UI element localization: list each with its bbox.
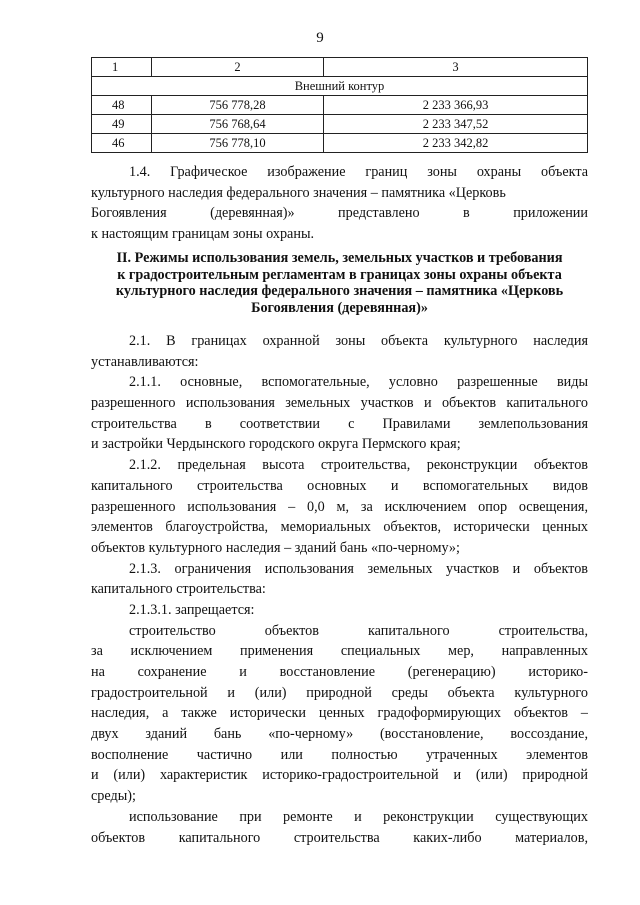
point-number: 49 — [92, 115, 152, 134]
text-line: устанавливаются: — [91, 353, 199, 370]
text-line: капитального строительства: — [91, 581, 266, 598]
text-line: на сохранение и восстановление (регенерацию) историко- — [91, 664, 588, 680]
text-line: и застройки Чердынского городского округа Пермского края; — [91, 436, 461, 453]
text-line: градостроительной и (или) природной среды объекта культурного — [91, 684, 588, 701]
point-number: 48 — [92, 96, 152, 115]
heading-line: культурного наследия федерального значения – памятника «Церковь — [115, 283, 564, 300]
body-text — [91, 331, 588, 848]
heading-line: Богоявления (деревянная)» — [251, 299, 428, 316]
text-line: 2.1.3. ограничения использования земельных участков и объектов — [129, 560, 588, 577]
text-line: 2.1. В границах охранной зоны объекта культурного наследия — [129, 333, 588, 349]
text-line: строительства в соответствии с Правилами землепользования — [91, 415, 588, 432]
text-line: 2.1.2. предельная высота строительства, реконструкции объектов — [129, 457, 588, 474]
text-line: за исключением применения специальных мер, направленных — [91, 643, 588, 660]
paragraph-1-4 — [91, 162, 588, 245]
table-row — [92, 134, 588, 153]
text-line: и (или) характеристик историко-градостроительной и (или) природной — [91, 767, 588, 784]
text-line: строительство объектов капитального строительства, — [129, 622, 588, 639]
table-section-row — [92, 77, 588, 96]
text-line: объектов культурного наследия – зданий бань «по-черному»; — [91, 539, 460, 556]
text-line: Богоявления (деревянная)» представлено в приложении — [91, 205, 588, 222]
text-line: наследия, а также исторически ценных градоформирующих объектов – — [91, 705, 588, 722]
text-line: разрешенного использования – 0,0 м, за исключением опор освещения, — [91, 498, 588, 515]
heading-line: II. Режимы использования земель, земельных участков и требования — [116, 250, 563, 266]
coordinate-x: 756 778,28 — [152, 96, 324, 115]
text-line: элементов благоустройства, мемориальных объектов, исторически ценных — [91, 519, 588, 536]
table-header-cell: 1 — [92, 58, 152, 77]
table-row — [92, 115, 588, 134]
text-line: объектов капитального строительства каких-либо материалов, — [91, 829, 588, 846]
text-line: восполнение частично или полностью утраченных элементов — [91, 746, 588, 763]
coordinates-table — [91, 57, 588, 153]
table-section-title: Внешний контур — [92, 77, 588, 96]
coordinate-x: 756 778,10 — [152, 134, 324, 153]
table-header-cell: 3 — [324, 58, 588, 77]
text-line: 2.1.3.1. запрещается: — [129, 601, 255, 618]
table-row — [92, 96, 588, 115]
coordinate-y: 2 233 347,52 — [324, 115, 588, 134]
text-line: двух зданий бань «по-черному» (восстановление, воссоздание, — [91, 726, 588, 743]
text-line: использование при ремонте и реконструкции существующих — [129, 808, 588, 825]
table-header-cell: 2 — [152, 58, 324, 77]
text-line: капитального строительства основных и вспомогательных видов — [91, 477, 588, 494]
text-line: 2.1.1. основные, вспомогательные, условно разрешенные виды — [129, 374, 588, 391]
table-header-row — [92, 58, 588, 77]
coordinate-x: 756 768,64 — [152, 115, 324, 134]
text-line: 1.4. Графическое изображение границ зоны охраны объекта — [129, 164, 588, 180]
coordinate-y: 2 233 342,82 — [324, 134, 588, 153]
text-line: культурного наследия федерального значения – памятника «Церковь — [91, 184, 506, 201]
page-number: 9 — [316, 30, 324, 46]
heading-line: к градостроительным регламентам в границах зоны охраны объекта — [117, 266, 562, 283]
text-line: к настоящим границам зоны охраны. — [91, 226, 315, 243]
point-number: 46 — [92, 134, 152, 153]
section-heading — [91, 250, 588, 316]
text-line: разрешенного использования земельных участков и объектов капитального — [91, 395, 588, 412]
text-line: среды); — [91, 788, 136, 805]
coordinate-y: 2 233 366,93 — [324, 96, 588, 115]
